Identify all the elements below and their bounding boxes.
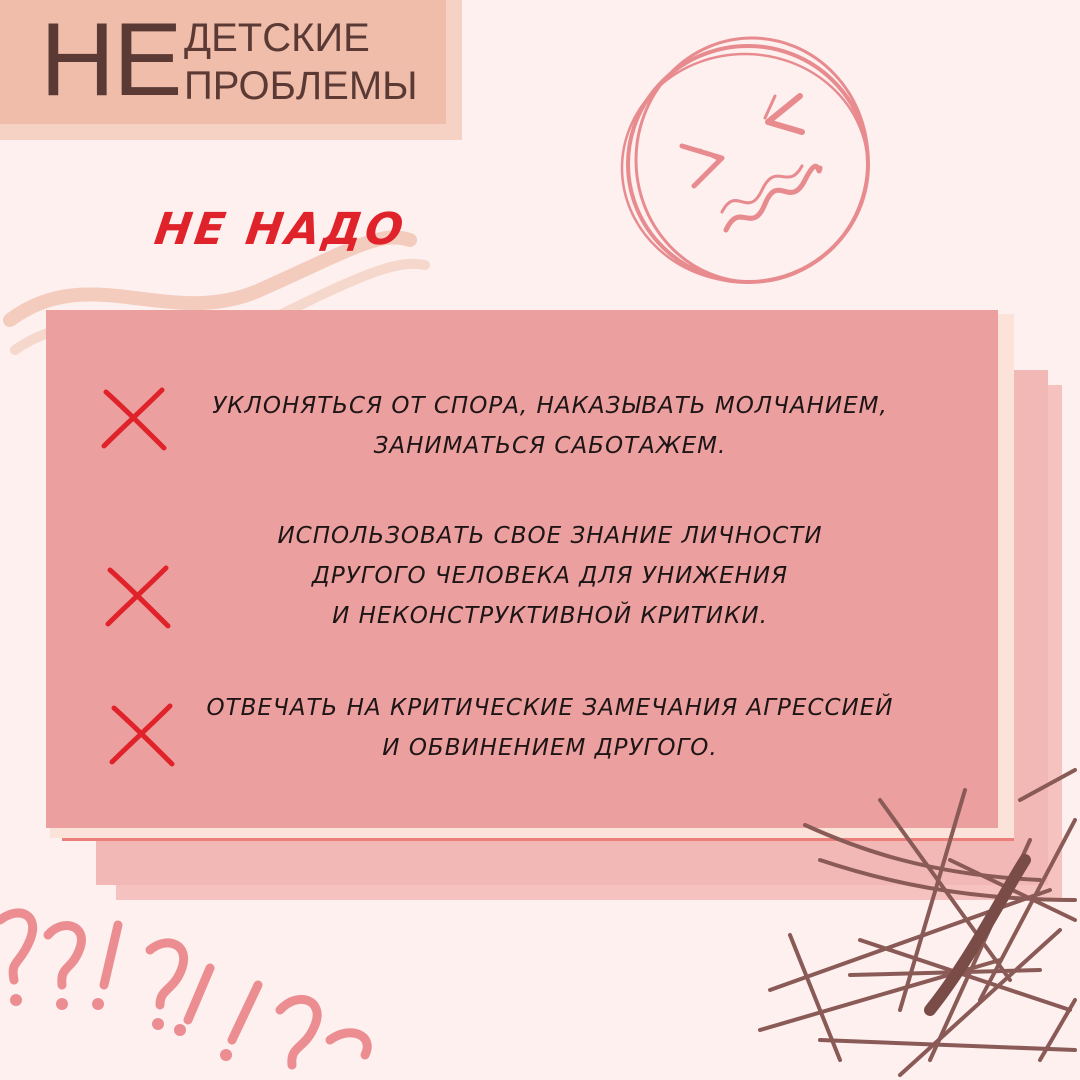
page-heading: НЕ НАДО	[151, 204, 410, 255]
list-item-text-1: УКЛОНЯТЬСЯ ОТ СПОРА, НАКАЗЫВАТЬ МОЛЧАНИЕМ, ЗАНИМАТЬСЯ САБОТАЖЕМ.	[212, 393, 888, 459]
logo-big-text: НЕ	[40, 2, 181, 118]
logo-line-1: ДЕТСКИЕ	[184, 16, 370, 60]
logo-line-2: ПРОБЛЕМЫ	[184, 64, 418, 108]
list-item-text-3: ОТВЕЧАТЬ НА КРИТИЧЕСКИЕ ЗАМЕЧАНИЯ АГРЕССИЕЙ И ОБВИНЕНИЕМ ДРУГОГО.	[206, 695, 894, 761]
list-item-text-2: ИСПОЛЬЗОВАТЬ СВОЕ ЗНАНИЕ ЛИЧНОСТИ ДРУГОГО ЧЕЛОВЕКА ДЛЯ УНИЖЕНИЯ И НЕКОНСТРУКТИВНОЙ КРИТИКИ.	[277, 523, 823, 629]
